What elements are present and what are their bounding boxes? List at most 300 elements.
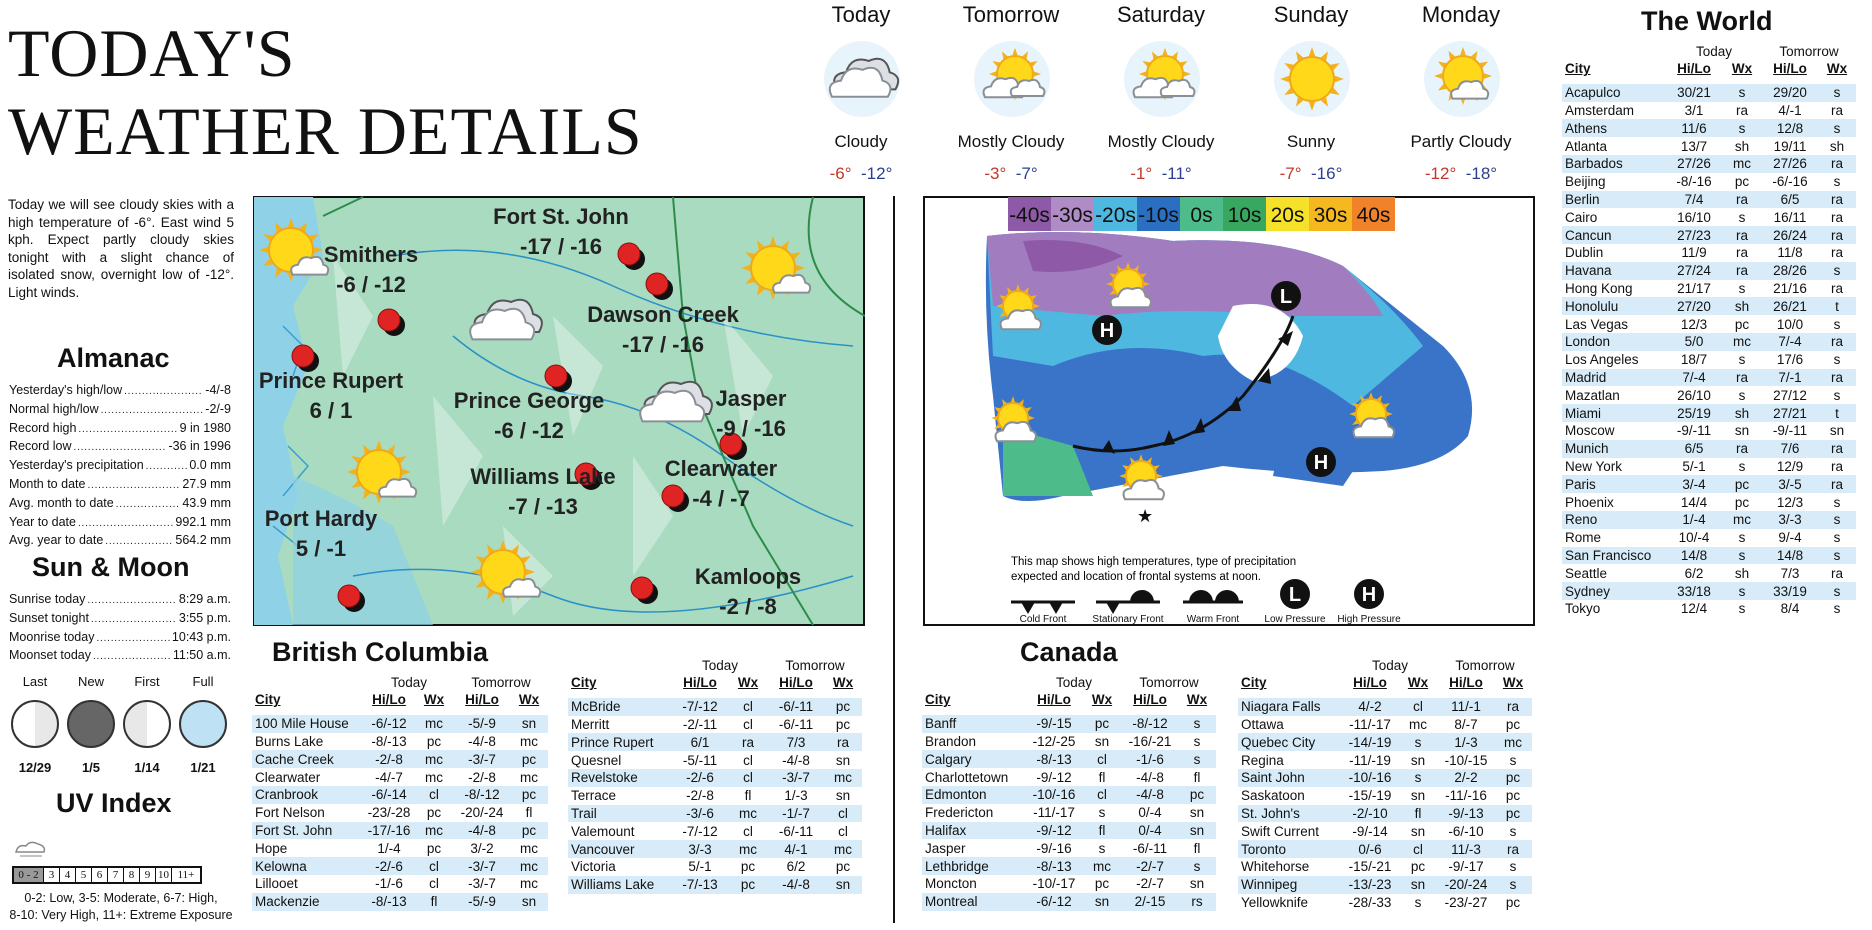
- weather-cell: sn: [1734, 423, 1750, 439]
- city-name: Fort Nelson: [255, 805, 325, 821]
- forecast-day: [1386, 2, 1536, 192]
- weather-cell: -9/-11: [1676, 423, 1712, 439]
- weather-cell: pc: [1082, 715, 1122, 733]
- weather-cell: s: [1722, 119, 1762, 137]
- weather-cell: pc: [426, 805, 442, 821]
- weather-cell: 5/-1: [688, 859, 712, 875]
- table-row: [1562, 475, 1856, 493]
- weather-cell: s: [1833, 174, 1841, 190]
- weather-cell: pc: [824, 698, 862, 716]
- today-group-label: Today: [1055, 674, 1093, 690]
- weather-cell: cl: [1398, 698, 1438, 716]
- table-row: [1562, 208, 1856, 226]
- city-star-icon: ★: [1137, 506, 1154, 526]
- svg-text:expected and location of front: expected and location of frontal systems at noon.: [1011, 571, 1261, 583]
- intro-text: Today we will see cloudy skies with a high temperature of -6°. East wind 5 kph. Expect partly cloudy skies tonight with a slight chance of isolated snow, overnight low of -12°. Light winds.: [8, 197, 234, 300]
- uv-legend: 0-2: Low, 3-5: Moderate, 6-7: High, 8-10: Very High, 11+: Extreme Exposure: [9, 891, 233, 922]
- map-city-temps: -6 / -12: [494, 418, 564, 443]
- table-row: [1562, 119, 1856, 137]
- weather-cell: sn: [824, 876, 862, 894]
- weather-cell: 12/4: [1680, 601, 1708, 617]
- weather-cell: pc: [835, 716, 851, 732]
- column-header-hilo: Hi/Lo: [1353, 675, 1387, 691]
- weather-cell: -20/-24: [460, 805, 504, 821]
- weather-cell: 5/-1: [1682, 458, 1706, 474]
- weather-cell: s: [1833, 530, 1841, 546]
- column-header-wx: Wx: [423, 692, 445, 708]
- table-row: [1562, 297, 1856, 315]
- city-name: Calgary: [922, 750, 1026, 768]
- stat-value: -2/-9: [205, 401, 231, 416]
- table-row: [568, 733, 862, 751]
- weather-cell: -9/-17: [1448, 859, 1484, 875]
- weather-cell: cl: [414, 857, 454, 875]
- city-name: Amsterdam: [1565, 102, 1635, 118]
- stat-label: Record low: [9, 439, 72, 454]
- weather-cell: 6/1: [672, 733, 728, 751]
- sun-outline-icon: [12, 838, 48, 860]
- stat-row: [9, 514, 231, 533]
- weather-cell: 1/-4: [1666, 511, 1722, 529]
- moon-phase-label: Last: [22, 674, 48, 689]
- weather-cell: s: [1738, 601, 1746, 617]
- dot-leader: [146, 457, 188, 476]
- weather-cell: cl: [1082, 750, 1122, 768]
- weather-cell: -23/-28: [367, 805, 411, 821]
- city-name: Revelstoke: [568, 769, 672, 787]
- weather-cell: -5/-9: [454, 715, 510, 733]
- weather-cell: s: [1722, 547, 1762, 565]
- weather-cell: 18/7: [1680, 352, 1708, 368]
- table-row: [1562, 369, 1856, 387]
- weather-cell: -11/-17: [1349, 716, 1391, 732]
- weather-cell: 19/11: [1773, 138, 1807, 154]
- uv-scale-cell: 4: [60, 868, 76, 882]
- weather-cell: ra: [1818, 440, 1856, 458]
- weather-cell: -11/-19: [1349, 752, 1391, 768]
- weather-cell: ra: [1735, 102, 1748, 118]
- weather-cell: ra: [1830, 102, 1843, 118]
- weather-cell: -3/-6: [672, 805, 728, 823]
- forecast-high: -7°: [1279, 164, 1302, 183]
- weather-cell: pc: [1410, 859, 1426, 875]
- weather-cell: cl: [743, 716, 753, 732]
- column-header-wx: Wx: [1407, 675, 1429, 691]
- table-row: [1562, 511, 1856, 529]
- weather-cell: 3/-5: [1762, 475, 1818, 493]
- table-row: [1562, 547, 1856, 565]
- stat-label: Moonrise today: [9, 629, 95, 644]
- weather-cell: 21/16: [1773, 280, 1807, 296]
- table-row: [568, 769, 862, 787]
- weather-cell: ra: [1722, 262, 1762, 280]
- forecast-day: [1086, 2, 1236, 192]
- sun-moon-heading: Sun & Moon: [32, 552, 190, 582]
- city-name: Berlin: [1562, 191, 1666, 209]
- stat-value: 27.9 mm: [182, 476, 231, 491]
- cloudy-icon: [823, 40, 901, 118]
- city-name: Los Angeles: [1565, 352, 1639, 368]
- forecast-condition: Cloudy: [834, 132, 888, 151]
- weather-cell: pc: [1734, 494, 1750, 510]
- weather-cell: cl: [728, 698, 768, 716]
- moon-phase-date: 12/29: [18, 760, 52, 775]
- weather-cell: pc: [740, 859, 756, 875]
- forecast-high: -6°: [829, 164, 852, 183]
- weather-cell: mc: [520, 840, 538, 856]
- uv-scale-cell: 11+: [177, 869, 195, 881]
- map-city-name: Dawson Creek: [587, 302, 739, 327]
- uv-scale-cell: 8: [124, 868, 140, 882]
- moon-phase-label: First: [134, 674, 160, 689]
- weather-cell: sn: [510, 715, 548, 733]
- weather-cell: 5/0: [1666, 333, 1722, 351]
- forecast-day-name: Monday: [1421, 2, 1501, 27]
- weather-cell: -6/-11: [778, 716, 814, 732]
- mostly-cloudy-icon: [1123, 40, 1201, 118]
- map-city-name: Port Hardy: [264, 506, 378, 531]
- weather-cell: sn: [835, 788, 851, 804]
- city-name: Mazatlan: [1565, 387, 1620, 403]
- weather-cell: -2/-11: [682, 716, 718, 732]
- dot-leader: [105, 532, 173, 551]
- weather-cell: pc: [1494, 769, 1532, 787]
- weather-cell: mc: [1722, 155, 1762, 173]
- weather-cell: 11/-3: [1438, 840, 1494, 858]
- column-header-hilo: Hi/Lo: [1773, 61, 1807, 77]
- table-row: [922, 750, 1216, 768]
- weather-cell: mc: [414, 822, 454, 840]
- svg-text:H: H: [1099, 320, 1115, 342]
- weather-cell: 13/7: [1680, 138, 1708, 154]
- weather-cell: 17/6: [1776, 352, 1804, 368]
- weather-cell: sh: [1829, 138, 1845, 154]
- stat-label: Yesterday's precipitation: [9, 458, 144, 473]
- city-name: Moscow: [1565, 423, 1615, 439]
- dot-leader: [91, 610, 177, 629]
- weather-cell: mc: [824, 840, 862, 858]
- weather-cell: fl: [1098, 769, 1106, 785]
- uv-scale-cell: 6: [92, 868, 108, 882]
- column-header-wx: Wx: [1826, 61, 1848, 77]
- weather-cell: 11/-1: [1438, 698, 1494, 716]
- weather-cell: -6/-12: [1026, 893, 1082, 911]
- weather-cell: mc: [414, 715, 454, 733]
- weather-cell: mc: [520, 733, 538, 749]
- weather-cell: sn: [1410, 788, 1426, 804]
- weather-cell: ra: [1722, 440, 1762, 458]
- weather-cell: mc: [1722, 511, 1762, 529]
- weather-cell: ra: [1818, 155, 1856, 173]
- weather-table: [568, 656, 862, 894]
- table-row: [922, 875, 1216, 893]
- city-name: Kelowna: [252, 857, 364, 875]
- weather-table: [1562, 42, 1856, 618]
- mostly-cloudy-icon: [973, 40, 1051, 118]
- weather-cell: 27/21: [1762, 404, 1818, 422]
- weather-cell: ra: [1830, 458, 1843, 474]
- stat-label: Moonset today: [9, 648, 91, 663]
- table-row: [1562, 351, 1856, 369]
- weather-cell: 8/4: [1780, 601, 1800, 617]
- city-name: Fredericton: [925, 805, 994, 821]
- weather-cell: 27/24: [1666, 262, 1722, 280]
- weather-cell: 30/21: [1666, 84, 1722, 102]
- weather-cell: -6/-16: [1772, 174, 1808, 190]
- weather-cell: -15/-21: [1348, 859, 1392, 875]
- legend-label: Cold Front: [1019, 614, 1067, 625]
- table-row: [922, 839, 1216, 857]
- dot-leader: [78, 514, 173, 533]
- weather-cell: -23/-27: [1444, 894, 1488, 910]
- city-name: Mackenzie: [252, 893, 364, 911]
- column-header-hilo: Hi/Lo: [1037, 692, 1071, 708]
- city-name: Barbados: [1562, 155, 1666, 173]
- weather-cell: sn: [835, 752, 851, 768]
- new-moon-icon: [67, 700, 115, 748]
- weather-cell: s: [1818, 119, 1856, 137]
- table-row: [568, 751, 862, 769]
- weather-cell: pc: [1494, 805, 1532, 823]
- weather-cell: mc: [1409, 716, 1427, 732]
- weather-cell: 25/19: [1666, 404, 1722, 422]
- weather-cell: 6/5: [1762, 191, 1818, 209]
- weather-cell: -8/-13: [1026, 857, 1082, 875]
- legend-label: Stationary Front: [1092, 614, 1164, 625]
- moon-phase-date: 1/21: [190, 760, 216, 775]
- moon-phase-label: New: [77, 674, 104, 689]
- forecast-day-name: Today: [831, 2, 891, 27]
- city-name: Regina: [1241, 752, 1284, 768]
- legend-label: Low Pressure: [1264, 614, 1326, 625]
- city-name: Beijing: [1565, 174, 1606, 190]
- weather-cell: 11/9: [1681, 245, 1707, 261]
- weather-cell: s: [1818, 582, 1856, 600]
- city-name: Trail: [568, 805, 672, 823]
- city-marker-icon: [545, 365, 567, 387]
- column-header-wx: Wx: [1502, 675, 1524, 691]
- table-row: [1562, 191, 1856, 209]
- weather-cell: -9/-16: [1036, 840, 1072, 856]
- weather-cell: cl: [1082, 786, 1122, 804]
- table-row: [922, 786, 1216, 804]
- table-row: [922, 804, 1216, 822]
- table-row: [1562, 173, 1856, 191]
- forecast-condition: Mostly Cloudy: [957, 132, 1065, 151]
- weather-cell: 27/26: [1666, 155, 1722, 173]
- weather-cell: fl: [414, 893, 454, 911]
- weather-cell: s: [1833, 352, 1841, 368]
- dot-leader: [101, 401, 204, 420]
- weather-cell: -2/-8: [468, 769, 496, 785]
- stat-row: [9, 382, 231, 401]
- weather-cell: 27/23: [1666, 226, 1722, 244]
- weather-cell: ra: [1722, 191, 1762, 209]
- city-name: Saskatoon: [1241, 788, 1305, 804]
- weather-cell: sh: [1734, 565, 1750, 581]
- temp-band-label: 10s: [1227, 204, 1262, 227]
- table-header: [1562, 60, 1856, 78]
- weather-cell: ra: [1722, 369, 1762, 387]
- city-name: Williams Lake: [568, 876, 672, 894]
- sun-moon-list: [9, 591, 231, 666]
- table-row: [1238, 822, 1532, 840]
- weather-cell: -2/-8: [686, 788, 714, 804]
- weather-cell: s: [1818, 84, 1856, 102]
- stat-value: 11:50 a.m.: [172, 648, 231, 663]
- weather-cell: -2/-10: [1342, 805, 1398, 823]
- almanac-heading: Almanac: [57, 343, 170, 373]
- table-row: [1238, 858, 1532, 876]
- uv-scale-cell: 9: [140, 868, 156, 882]
- table-group-header: [922, 673, 1216, 691]
- stat-label: Sunrise today: [9, 592, 86, 606]
- weather-cell: s: [1722, 84, 1762, 102]
- city-name: Toronto: [1238, 840, 1342, 858]
- table-row: [252, 893, 548, 911]
- weather-cell: 7/4: [1666, 191, 1722, 209]
- moon-phase-label: Full: [192, 674, 214, 689]
- weather-cell: -4/-8: [1122, 786, 1178, 804]
- city-marker-icon: [631, 577, 653, 599]
- weather-cell: sn: [510, 893, 548, 911]
- weather-cell: 12/9: [1776, 458, 1804, 474]
- weather-cell: -8/-12: [1122, 715, 1178, 733]
- page-title: TODAY'S WEATHER DETAILS: [8, 15, 643, 169]
- column-header-city: City: [255, 692, 281, 708]
- table-row: [1562, 244, 1856, 262]
- table-row: [1562, 386, 1856, 404]
- weather-cell: 7/6: [1762, 440, 1818, 458]
- weather-cell: 4/-1: [768, 840, 824, 858]
- weather-cell: -6/-11: [778, 823, 814, 839]
- tomorrow-group-label: Tomorrow: [471, 674, 531, 690]
- weather-cell: fl: [1082, 822, 1122, 840]
- weather-cell: -9/-11: [1772, 423, 1808, 439]
- city-name: Jasper: [925, 840, 966, 856]
- weather-cell: 7/3: [1780, 565, 1800, 581]
- weather-cell: s: [1738, 530, 1746, 546]
- table-group-header: [1238, 656, 1532, 674]
- weather-cell: s: [1414, 894, 1422, 910]
- weather-cell: -6/-11: [768, 698, 824, 716]
- canada-heading: Canada: [1020, 637, 1118, 667]
- table-row: [1562, 440, 1856, 458]
- weather-cell: 3/-4: [1666, 475, 1722, 493]
- table-row: [252, 875, 548, 893]
- weather-cell: 3/-2: [470, 840, 494, 856]
- weather-cell: 7/-4: [1762, 333, 1818, 351]
- table-row: [922, 768, 1216, 786]
- weather-cell: -4/-8: [1136, 769, 1164, 785]
- weather-cell: t: [1818, 297, 1856, 315]
- weather-cell: fl: [1193, 769, 1201, 785]
- city-marker-icon: [378, 309, 400, 331]
- city-name: Paris: [1562, 475, 1666, 493]
- weather-cell: -4/-8: [768, 876, 824, 894]
- forecast-day-name: Tomorrow: [962, 2, 1060, 27]
- city-marker-icon: [338, 585, 360, 607]
- stat-value: 43.9 mm: [182, 495, 231, 510]
- weather-cell: ra: [1494, 840, 1532, 858]
- city-name: Tokyo: [1565, 601, 1601, 617]
- map-city-name: Kamloops: [694, 564, 802, 589]
- stat-value: 8:29 a.m.: [178, 592, 231, 606]
- weather-cell: sn: [1082, 893, 1122, 911]
- weather-cell: ra: [1722, 226, 1762, 244]
- city-name: Valemount: [571, 823, 635, 839]
- temp-band-label: -30s: [1052, 204, 1093, 227]
- table-row: [1562, 262, 1856, 280]
- dot-leader: [78, 420, 177, 439]
- table-row: [252, 786, 548, 804]
- weather-cell: pc: [1505, 788, 1521, 804]
- column-header-wx: Wx: [518, 692, 540, 708]
- canada-table-right: [1238, 656, 1532, 911]
- dot-leader: [87, 591, 176, 610]
- forecast-temps: [1236, 164, 1386, 184]
- city-name: Merritt: [571, 716, 610, 732]
- forecast-condition: Mostly Cloudy: [1107, 132, 1215, 151]
- weather-cell: 29/20: [1762, 84, 1818, 102]
- column-header-hilo: Hi/Lo: [372, 692, 406, 708]
- table-row: [1238, 876, 1532, 894]
- city-marker-icon: [662, 485, 684, 507]
- weather-cell: 3/-3: [1762, 511, 1818, 529]
- city-name: Saint John: [1238, 769, 1342, 787]
- column-header-wx: Wx: [1091, 692, 1113, 708]
- city-name: Banff: [922, 715, 1026, 733]
- forecast-day-name: Sunday: [1273, 2, 1349, 27]
- weather-cell: sn: [1410, 752, 1426, 768]
- weather-cell: cl: [1398, 840, 1438, 858]
- weather-cell: s: [1818, 547, 1856, 565]
- column-header-hilo: Hi/Lo: [683, 675, 717, 691]
- uv-scale-cell: 5: [76, 868, 92, 882]
- weather-cell: 6/5: [1666, 440, 1722, 458]
- weather-cell: -13/-23: [1342, 876, 1398, 894]
- weather-cell: -2/-8: [364, 750, 414, 768]
- bc-heading: British Columbia: [272, 637, 489, 667]
- table-row: [1238, 698, 1532, 716]
- canada-table-left: [922, 673, 1216, 911]
- forecast-day: [936, 2, 1086, 192]
- weather-cell: -10/-17: [1032, 876, 1076, 892]
- table-row: [1562, 333, 1856, 351]
- table-row: [1238, 787, 1532, 805]
- weather-cell: 0/-6: [1342, 840, 1398, 858]
- weather-cell: 3/-3: [672, 840, 728, 858]
- weather-cell: pc: [510, 786, 548, 804]
- weather-cell: -10/-16: [1026, 786, 1082, 804]
- weather-cell: -9/-13: [1438, 805, 1494, 823]
- tomorrow-group-label: Tomorrow: [1779, 43, 1839, 59]
- stat-value: -4/-8: [205, 383, 231, 397]
- table-header: [252, 691, 548, 709]
- city-name: Cache Creek: [252, 750, 364, 768]
- map-city-name: Prince Rupert: [258, 368, 404, 393]
- weather-cell: rs: [1178, 893, 1216, 911]
- weather-cell: 4/-2: [1342, 698, 1398, 716]
- legend-symbol-icon: [1280, 579, 1310, 609]
- city-name: Fort St. John: [252, 822, 364, 840]
- weather-cell: s: [1818, 262, 1856, 280]
- weather-cell: s: [1178, 857, 1216, 875]
- weather-cell: mc: [1494, 733, 1532, 751]
- city-name: Whitehorse: [1241, 859, 1310, 875]
- map-city-temps: -6 / -12: [336, 272, 406, 297]
- weather-cell: -1/-7: [768, 805, 824, 823]
